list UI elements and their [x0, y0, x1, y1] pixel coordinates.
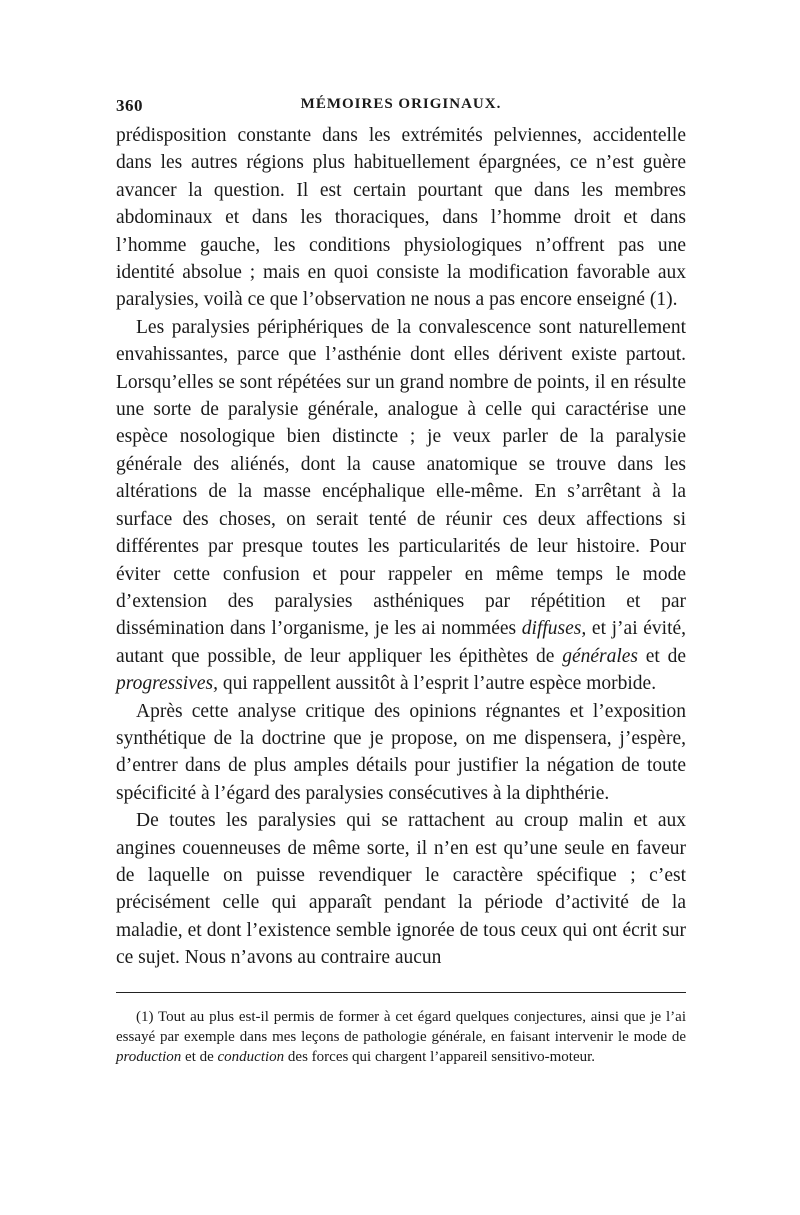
footnote	[116, 1007, 686, 1067]
emphasis-production: production	[116, 1048, 182, 1065]
emphasis-generales: générales	[562, 645, 638, 667]
emphasis-conduction: conduction	[217, 1048, 285, 1065]
footnote-divider	[116, 992, 686, 993]
footnote-part-c: des forces qui chargent l’appareil sensitivo-moteur.	[287, 1048, 596, 1065]
running-title: MÉMOIRES ORIGINAUX.	[300, 96, 502, 112]
emphasis-diffuses: diffuses,	[521, 618, 587, 640]
page-number: 360	[116, 96, 143, 115]
paragraph-2	[116, 314, 686, 698]
body-text	[116, 122, 686, 972]
paragraph-4: De toutes les paralysies qui se rattachent au croup malin et aux angines couenneuses de même sorte, il n’en est qu’une seule en faveur de laquelle on puisse revendiquer le caractère spécifique ; c’est précisément celle qui apparaît pendant la période d’activité de la maladie, et dont l’existence semble ignorée de tous ceux qui ont écrit sur ce sujet. Nous n’avons au contraire aucun	[116, 810, 686, 969]
paragraph-2-part-a: Les paralysies périphériques de la convalescence sont naturellement envahissantes, parce que l’asthénie dont elles dérivent existe partout. Lorsqu’elles se sont répétées sur un grand nombre de points, il en résulte une sorte de paralysie générale, analogue à celle qui caractérise une espèce nosologique bien distincte ; je veux parler de la paralysie générale des aliénés, dont la cause anatomique se trouve dans les altérations de la masse encéphalique elle-même. En s’arrêtant à la surface des choses, on serait tenté de réunir ces deux affections si différentes par presque toutes les particularités de leur histoire. Pour éviter cette confusion et pour rappeler en même temps le mode d’extension des paralysies asthéniques par répétition et par dissémination dans l’organisme, je les ai nommées	[116, 316, 686, 640]
running-head	[116, 96, 686, 122]
paragraph-2-part-d: qui rappellent aussitôt à l’esprit l’autre espèce morbide.	[222, 673, 657, 695]
footnote-part-a: (1) Tout au plus est-il permis de former à cet égard quelques conjectures, ainsi que je l’ai essayé par exemple dans mes leçons de pathologie générale, en faisant intervenir le mode de	[116, 1008, 686, 1045]
document-page	[116, 96, 686, 1067]
emphasis-progressives: progressives,	[116, 673, 219, 695]
footnote-part-b: et de	[185, 1048, 214, 1065]
paragraph-2-part-b: et j’ai évité, autant que possible, de leur appliquer les épithètes de	[116, 618, 687, 667]
paragraph-2-part-c: et de	[645, 645, 687, 667]
paragraph-3: Après cette analyse critique des opinions régnantes et l’exposition synthétique de la doctrine que je propose, on me dispensera, j’espère, d’entrer dans de plus amples détails pour justifier la négation de toute spécificité à l’égard des paralysies consécutives à la diphthérie.	[116, 700, 686, 804]
paragraph-1: prédisposition constante dans les extrémités pelviennes, accidentelle dans les autres régions plus habituellement épargnées, ce n’est guère avancer la question. Il est certain pourtant que dans les membres abdominaux et dans les thoraciques, dans l’homme droit et dans l’homme gauche, les conditions physiologiques n’offrent pas une identité absolue ; mais en quoi consiste la modification favorable aux paralysies, voilà ce que l’observation ne nous a pas encore enseigné (1).	[116, 125, 686, 311]
